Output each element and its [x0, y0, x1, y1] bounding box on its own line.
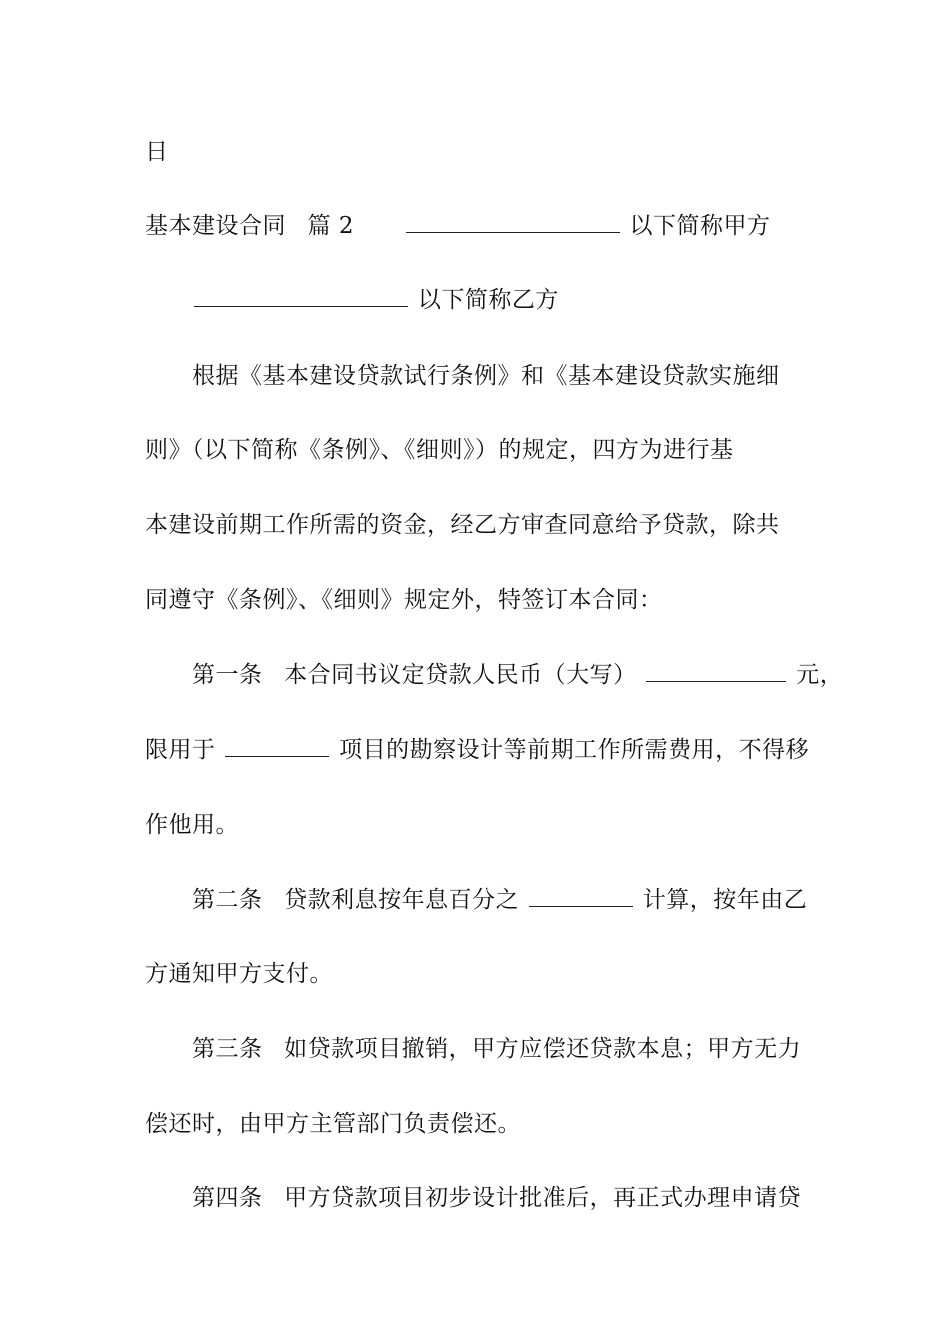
article-1-text: 本合同书议定贷款人民币（大写） — [284, 662, 637, 688]
text-line — [145, 1109, 521, 1139]
paragraph-text: 则》（以下简称《条例》、《细则》）的规定，四方为进行基 — [145, 437, 734, 463]
article-3-heading: 第三条 — [192, 1036, 263, 1062]
article-1-line — [192, 660, 843, 690]
text-line — [145, 810, 239, 840]
article-1-text: 项目的勘察设计等前期工作所需费用，不得移 — [339, 737, 810, 763]
contract-title: 基本建设合同 — [145, 213, 286, 239]
paragraph-text: 同遵守《条例》、《细则》规定外，特签订本合同： — [145, 587, 663, 613]
contract-part: 篇 2 — [307, 213, 355, 239]
contract-title-line — [145, 211, 771, 241]
loan-amount-blank[interactable] — [646, 661, 786, 682]
paragraph-text: 根据《基本建设贷款试行条例》和《基本建设贷款实施细 — [192, 363, 780, 389]
party-a-blank[interactable] — [406, 212, 620, 233]
date-day-char: 日 — [145, 139, 169, 165]
paragraph-text: 偿还时，由甲方主管部门负责偿还。 — [145, 1111, 521, 1137]
paragraph-text: 方通知甲方支付。 — [145, 961, 333, 987]
text-line — [145, 510, 780, 540]
article-1-text: 限用于 — [145, 737, 216, 763]
article-2-line — [192, 885, 807, 915]
article-2-text: 贷款利息按年息百分之 — [284, 887, 520, 913]
article-2-text: 计算，按年由乙 — [642, 887, 808, 913]
party-b-label: 以下简称乙方 — [417, 287, 559, 313]
text-line — [145, 435, 734, 465]
text-line — [145, 735, 809, 765]
article-4-text: 甲方贷款项目初步设计批准后，再正式办理申请贷 — [284, 1185, 802, 1211]
text-line — [145, 137, 169, 167]
article-4-heading: 第四条 — [192, 1185, 263, 1211]
text-line — [145, 585, 663, 615]
article-4-line — [192, 1183, 801, 1213]
project-name-blank[interactable] — [225, 736, 329, 757]
interest-rate-blank[interactable] — [529, 886, 633, 907]
party-a-label: 以下简称甲方 — [629, 213, 771, 239]
party-b-blank[interactable] — [194, 286, 408, 307]
text-line — [145, 959, 333, 989]
article-3-line — [192, 1034, 801, 1064]
text-line — [192, 361, 780, 391]
article-1-unit: 元， — [796, 662, 844, 688]
article-1-heading: 第一条 — [192, 662, 263, 688]
article-2-heading: 第二条 — [192, 887, 263, 913]
article-3-text: 如贷款项目撤销，甲方应偿还贷款本息；甲方无力 — [284, 1036, 802, 1062]
paragraph-text: 本建设前期工作所需的资金，经乙方审查同意给予贷款，除共 — [145, 512, 780, 538]
party-b-line — [192, 285, 559, 315]
paragraph-text: 作他用。 — [145, 812, 239, 838]
